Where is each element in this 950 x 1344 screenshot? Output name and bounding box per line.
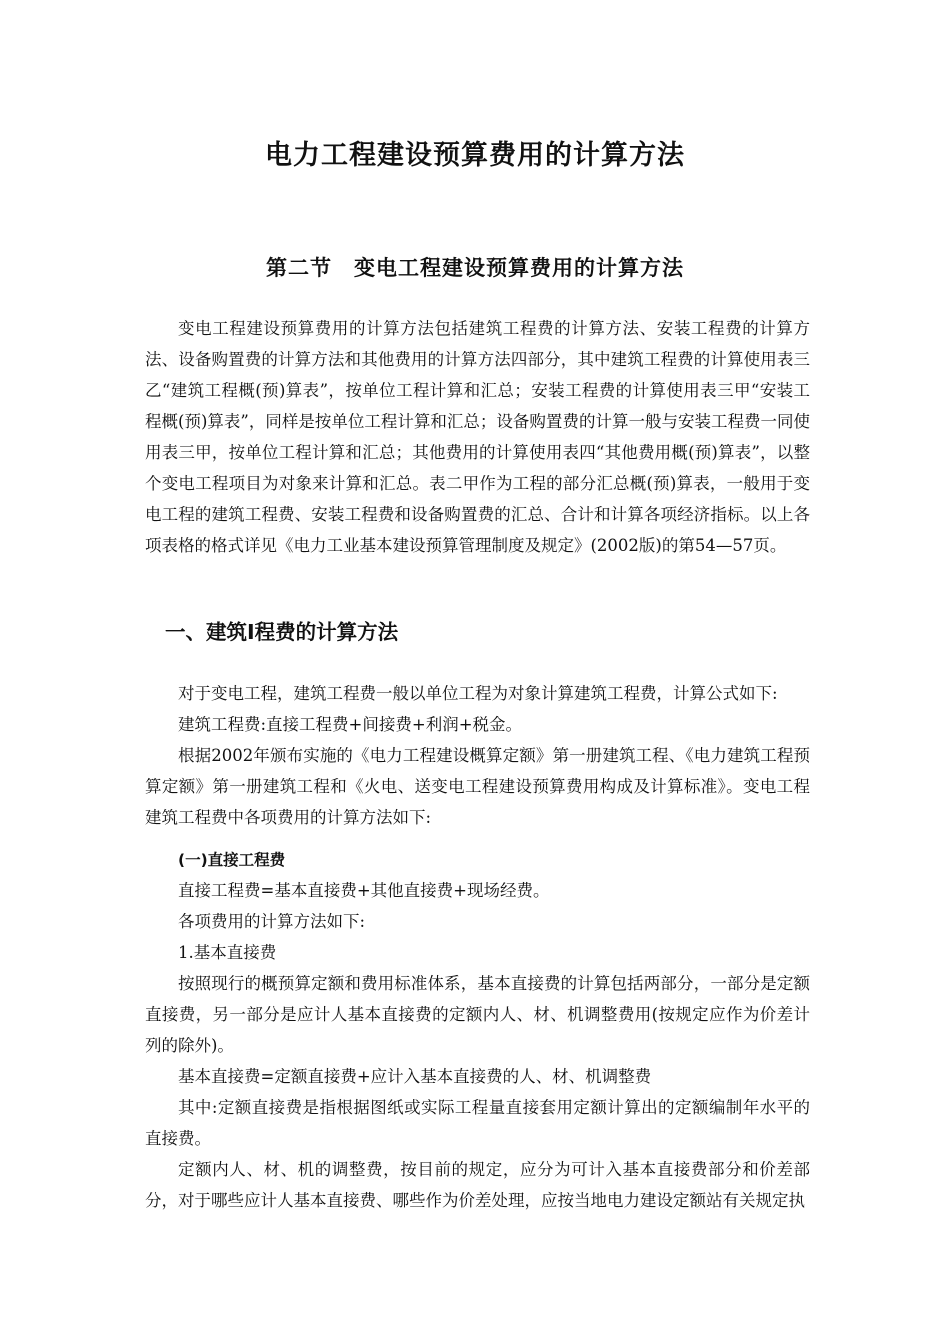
construction-cost-block <box>145 678 810 833</box>
section-heading <box>0 252 950 282</box>
heading-construction-cost: 一、建筑I程费的计算方法 <box>165 620 399 644</box>
paragraph: 对于变电工程，建筑工程费一般以单位工程为对象计算建筑工程费，计算公式如下: <box>178 684 778 703</box>
document-title: 电力工程建设预算费用的计算方法 <box>265 140 685 171</box>
paragraph: 建筑工程费:直接工程费+间接费+利润+税金。 <box>178 715 523 734</box>
section-number: 第二节 <box>266 256 332 280</box>
intro-block <box>145 313 810 561</box>
section-title: 变电工程建设预算费用的计算方法 <box>354 256 684 280</box>
direct-cost-block <box>145 875 810 1216</box>
paragraph: 定额内人、材、机的调整费，按目前的规定，应分为可计入基本直接费部分和价差部分，对于哪些应计人基本直接费、哪些作为价差处理，应按当地电力建设定额站有关规定执 <box>145 1160 810 1210</box>
heading-direct-engineering-cost: (一)直接工程费 <box>178 851 286 869</box>
paragraph: 按照现行的概预算定额和费用标准体系，基本直接费的计算包括两部分，一部分是定额直接费，另一部分是应计人基本直接费的定额内人、材、机调整费用(按规定应作为价差计列的除外)。 <box>145 974 810 1055</box>
paragraph: 其中:定额直接费是指根据图纸或实际工程量直接套用定额计算出的定额编制年水平的直接费。 <box>145 1098 810 1148</box>
paragraph: 1.基本直接费 <box>178 943 277 962</box>
paragraph: 各项费用的计算方法如下: <box>178 912 366 931</box>
paragraph: 根据2002年颁布实施的《电力工程建设概算定额》第一册建筑工程、《电力建筑工程预算定额》第一册建筑工程和《火电、送变电工程建设预算费用构成及计算标准》。变电工程建筑工程费中各项费用的计算方法如下: <box>145 746 810 827</box>
paragraph: 直接工程费=基本直接费+其他直接费+现场经费。 <box>178 881 550 900</box>
intro-paragraph: 变电工程建设预算费用的计算方法包括建筑工程费的计算方法、安装工程费的计算方法、设备购置费的计算方法和其他费用的计算方法四部分，其中建筑工程费的计算使用表三乙“建筑工程概(预)算表”，按单位工程计算和汇总；安装工程费的计算使用表三甲“安装工程概(预)算表”，同样是按单位工程计算和汇总；设备购置费的计算一般与安装工程费一同使用表三甲，按单位工程计算和汇总；其他费用的计算使用表四“其他费用概(预)算表”，以整个变电工程项目为对象来计算和汇总。表二甲作为工程的部分汇总概(预)算表，一般用于变电工程的建筑工程费、安装工程费和设备购置费的汇总、合计和计算各项经济指标。以上各项表格的格式详见《电力工业基本建设预算管理制度及规定》(2002版)的第54—57页。 <box>145 319 810 555</box>
paragraph: 基本直接费=定额直接费+应计入基本直接费的人、材、机调整费 <box>178 1067 652 1086</box>
